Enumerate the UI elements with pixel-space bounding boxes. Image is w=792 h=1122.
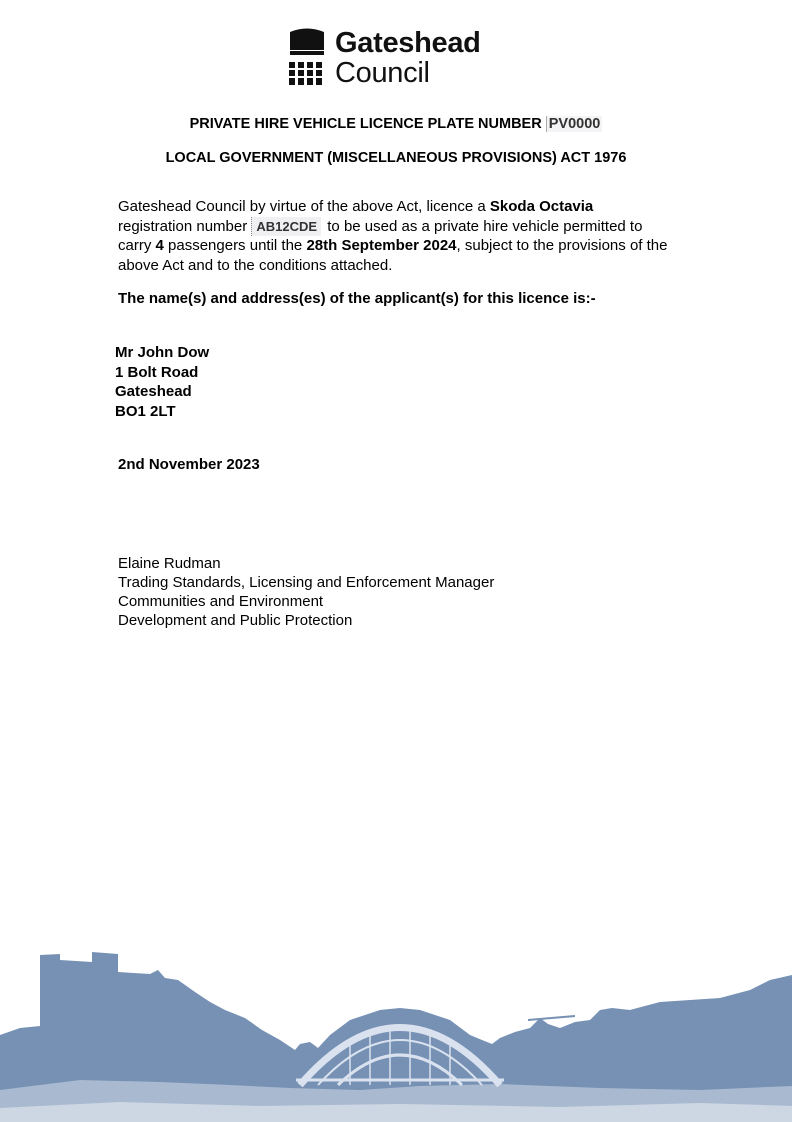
signatory-name: Elaine Rudman: [118, 555, 221, 572]
signatory-block: [118, 554, 494, 630]
licence-text-2: registration number: [118, 217, 252, 235]
skyline-river: [0, 1102, 792, 1122]
vehicle-model: Skoda Octavia: [489, 198, 594, 215]
logo-word-gateshead: Gateshead: [335, 27, 481, 59]
applicant-heading: The name(s) and address(es) of the applicant(s) for this licence is:-: [118, 290, 596, 307]
logo-word-council: Council: [335, 57, 430, 89]
licence-paragraph: [118, 197, 678, 275]
act-title: LOCAL GOVERNMENT (MISCELLANEOUS PROVISIONS) ACT 1976: [165, 150, 627, 166]
issue-date: 2nd November 2023: [118, 456, 260, 473]
licence-text-5: , subject to the provisions of the above Act and to the conditions attached.: [118, 237, 668, 274]
registration-number: AB12CDE: [251, 217, 321, 237]
signatory-title: Trading Standards, Licensing and Enforcement Manager: [118, 574, 495, 591]
applicant-street: 1 Bolt Road: [115, 363, 199, 381]
gateshead-skyline-illustration: [0, 940, 792, 1122]
applicant-name: Mr John Dow: [115, 344, 210, 361]
civic-building-icon: [287, 28, 327, 86]
licence-text-1: Gateshead Council by virtue of the above Act, licence a: [118, 198, 490, 215]
applicant-town: Gateshead: [115, 383, 192, 400]
gateshead-council-logo: [287, 28, 507, 90]
applicant-postcode: BO1 2LT: [115, 402, 176, 420]
licence-plate-title-text: PRIVATE HIRE VEHICLE LICENCE PLATE NUMBER: [189, 116, 542, 132]
passenger-count: 4: [155, 237, 164, 254]
licence-text-3: to be used as a private hire vehicle permitted to carry: [118, 217, 643, 254]
licence-text-4: passengers until the: [163, 237, 307, 254]
applicant-address: [115, 343, 209, 421]
signatory-department: Communities and Environment: [118, 593, 324, 610]
licence-plate-title: [0, 116, 792, 132]
plate-number: PV0000: [546, 116, 603, 132]
expiry-date: 28th September 2024: [306, 237, 457, 254]
signatory-service: Development and Public Protection: [118, 612, 353, 629]
